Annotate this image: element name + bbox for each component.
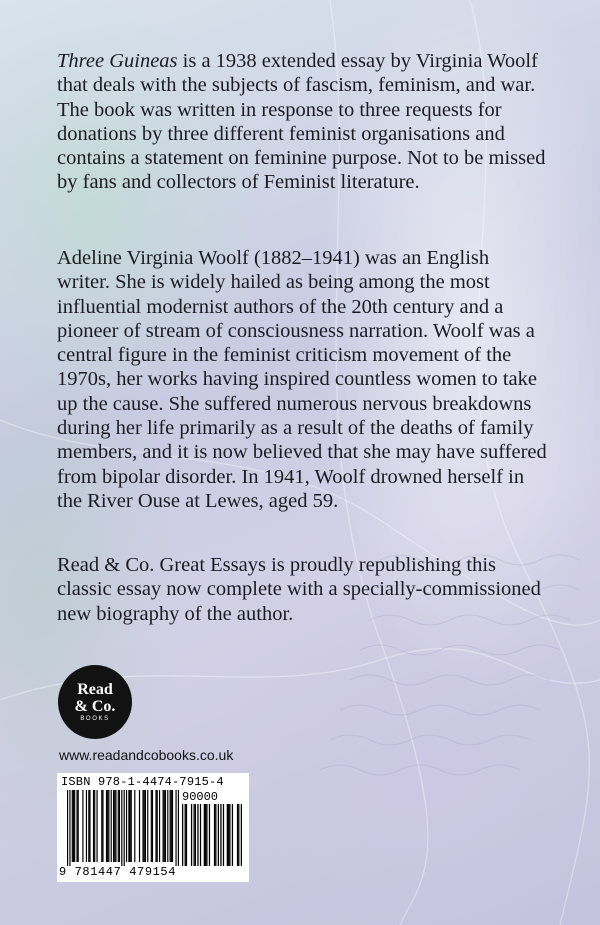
- barcode-label: [57, 773, 249, 882]
- barcode-bar: [157, 790, 158, 862]
- barcode-bar: [152, 790, 153, 862]
- barcode-bar: [76, 790, 77, 862]
- description-paragraph-1: [57, 49, 547, 195]
- barcode-bar: [67, 790, 68, 866]
- barcode-bar: [72, 790, 73, 862]
- barcode-bar: [185, 804, 186, 866]
- barcode-bar: [134, 790, 135, 862]
- barcode-bar: [172, 790, 173, 862]
- isbn-text: ISBN 978-1-4474-7915-4: [61, 775, 224, 789]
- barcode-bar: [215, 804, 216, 866]
- barcode-bar: [165, 790, 166, 862]
- ean-barcode: [67, 790, 179, 866]
- barcode-bar: [186, 804, 187, 866]
- barcode-bar: [171, 790, 172, 862]
- barcode-bar: [182, 804, 183, 866]
- barcode-bar: [139, 790, 140, 862]
- barcode-bar: [228, 804, 229, 866]
- barcode-bar: [170, 790, 171, 862]
- barcode-bar: [101, 790, 102, 862]
- barcode-bar: [223, 804, 224, 866]
- barcode-bar: [124, 790, 125, 866]
- barcode-bar: [175, 790, 176, 866]
- publisher-logo: [58, 665, 132, 739]
- barcode-bar: [128, 790, 129, 862]
- barcode-bar: [107, 790, 108, 862]
- barcode-bar: [155, 790, 156, 862]
- barcode-bar: [129, 790, 130, 862]
- barcode-bar: [214, 804, 215, 866]
- logo-line-co: & Co.: [74, 697, 116, 715]
- barcode-bar: [88, 790, 89, 862]
- barcode-bar: [193, 804, 194, 866]
- barcode-bar: [78, 790, 79, 862]
- barcode-bar: [237, 804, 238, 866]
- barcode-bar: [144, 790, 145, 862]
- barcode-bar: [89, 790, 90, 862]
- barcode-bar: [200, 804, 201, 866]
- barcode-bar: [108, 790, 109, 862]
- barcode-bar: [119, 790, 120, 862]
- barcode-bar: [102, 790, 103, 862]
- logo-line-books: BOOKS: [80, 715, 110, 722]
- barcode-bar: [232, 804, 233, 866]
- barcode-bar: [106, 790, 107, 862]
- price-code: 90000: [182, 790, 219, 804]
- book-title: Three Guineas: [57, 50, 178, 72]
- barcode-bar: [73, 790, 74, 862]
- addon-barcode: [182, 804, 242, 866]
- barcode-bar: [197, 804, 198, 866]
- barcode-bar: [126, 790, 127, 862]
- barcode-bar: [94, 790, 95, 862]
- barcode-bar: [195, 804, 196, 866]
- barcode-bar: [204, 804, 205, 866]
- logo-line-read: Read: [77, 680, 113, 698]
- barcode-bar: [111, 790, 112, 862]
- barcode-bar: [121, 790, 122, 866]
- barcode-bar: [93, 790, 94, 862]
- barcode-bar: [131, 790, 132, 862]
- barcode-bar: [69, 790, 70, 866]
- barcode-bar: [191, 804, 192, 866]
- barcode-bar: [162, 790, 163, 862]
- barcode-bar: [142, 790, 143, 862]
- barcode-bar: [241, 804, 242, 866]
- barcode-bar: [145, 790, 146, 862]
- barcode-bar: [96, 790, 97, 862]
- publisher-website[interactable]: www.readandcobooks.co.uk: [59, 747, 234, 763]
- barcode-bar: [115, 790, 116, 862]
- barcode-bar: [206, 804, 207, 866]
- barcode-bar: [164, 790, 165, 862]
- barcode-bar: [167, 790, 168, 862]
- barcode-bar: [218, 804, 219, 866]
- barcode-bar: [147, 790, 148, 862]
- barcode-bar: [114, 790, 115, 862]
- barcode-bar: [229, 804, 230, 866]
- barcode-bar: [74, 790, 75, 862]
- barcode-bar: [209, 804, 210, 866]
- barcode-bar: [227, 804, 228, 866]
- barcode-bar: [86, 790, 87, 862]
- barcode-bar: [178, 790, 179, 866]
- publisher-note-paragraph: Read & Co. Great Essays is proudly republishing this classic essay now complete with a specially-commissioned new biography of the author.: [57, 554, 541, 625]
- barcode-bar: [151, 790, 152, 862]
- barcode-bar: [82, 790, 83, 862]
- barcode-bar: [205, 804, 206, 866]
- barcode-bar: [118, 790, 119, 862]
- ean-digits: 9 781447 479154: [59, 865, 177, 879]
- barcode-bar: [113, 790, 114, 862]
- barcode-bar: [220, 804, 221, 866]
- barcode-bar: [159, 790, 160, 862]
- author-biography-paragraph: Adeline Virginia Woolf (1882–1941) was an English writer. She is widely hailed as being among the most influential modernist authors of the 20th century and a pioneer of stream of consciousness narration. Woolf was a central figure in the feminist criticism movement of the 1970s, her works having inspired countless women to take up the cause. She suffered numerous nervous breakdowns during her life primarily as a result of the deaths of family members, and it is now believed that she may have suffered from bipolar disorder. In 1941, Woolf drowned herself in the River Ouse at Lewes, aged 59.: [57, 247, 547, 512]
- barcode-bar: [238, 804, 239, 866]
- description-text-1: is a 1938 extended essay by Virginia Woolf that deals with the subjects of fascism, feminism, and war. The book was written in response to three requests for donations by three different feminist organisations and contains a statement on feminine purpose. Not to be missed by fans and collectors of Feminist literature.: [57, 50, 546, 194]
